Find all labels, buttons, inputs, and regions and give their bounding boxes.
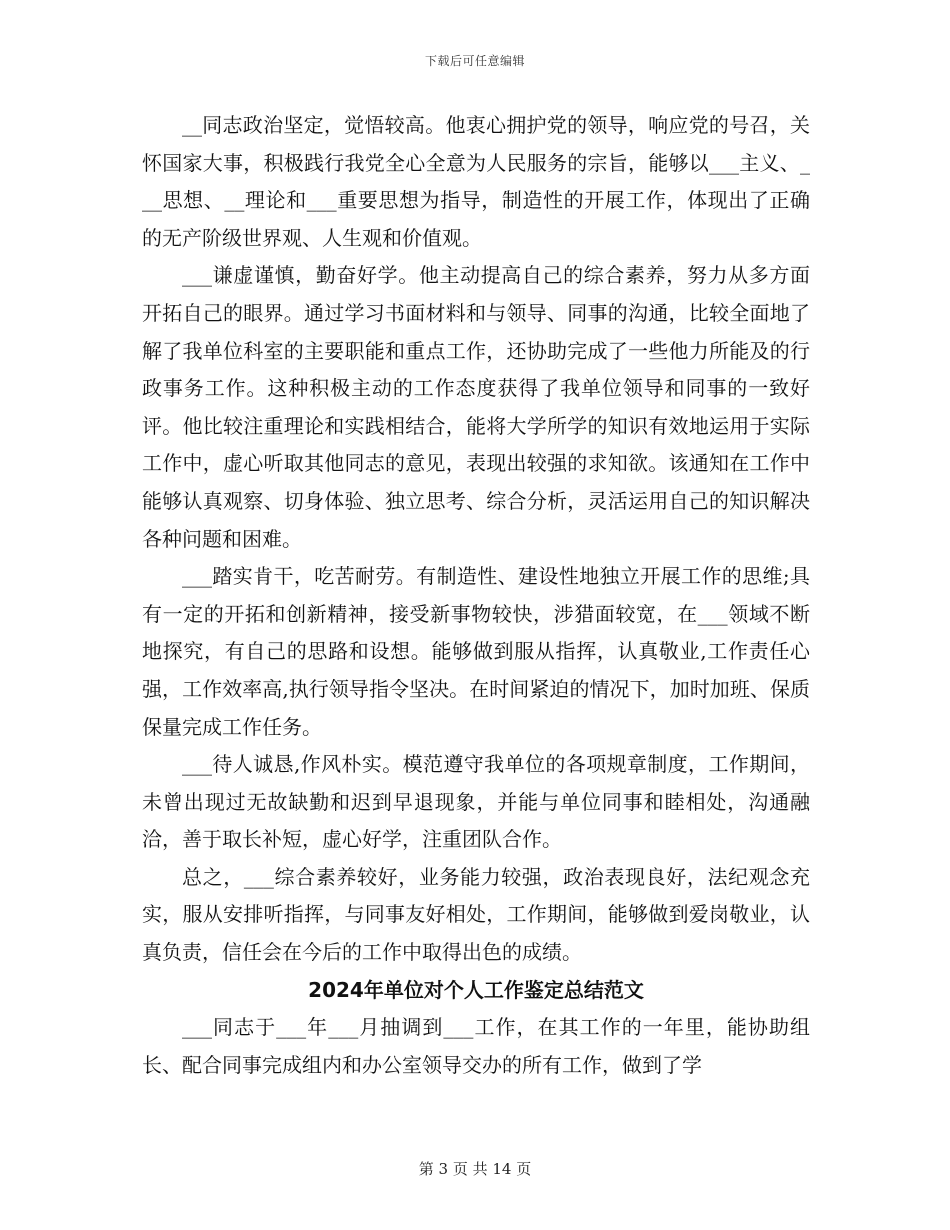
paragraph-section-intro: ___同志于___年___月抽调到___工作，在其工作的一年里，能协助组长、配合同事完成组内和办公室领导交办的所有工作，做到了学 [142, 1015, 810, 1077]
page-number-footer: 第 3 页 共 14 页 [418, 1160, 532, 1178]
paragraph-modest-studious: ___谦虚谨慎，勤奋好学。他主动提高自己的综合素养，努力从多方面开拓自己的眼界。通过学习书面材料和与领导、同事的沟通，比较全面地了解了我单位科室的主要职能和重点工作，还协助完成了一些他力所能及的行政事务工作。这种积极主动的工作态度获得了我单位领导和同事的一致好评。他比较注重理论和实践相结合，能将大学所学的知识有效地运用于实际工作中，虚心听取其他同志的意见，表现出较强的求知欲。该通知在工作中能够认真观察、切身体验、独立思考、综合分析，灵活运用自己的知识解决各种问题和困难。 [142, 263, 810, 551]
paragraph-political-stance: __同志政治坚定，觉悟较高。他衷心拥护党的领导，响应党的号召，关怀国家大事，积极践行我党全心全意为人民服务的宗旨，能够以___主义、___思想、__理论和___重要思想为指导，制造性的开展工作，体现出了正确的无产阶级世界观、人生观和价值观。 [142, 113, 810, 250]
page-header-note: 下载后可任意编辑 [424, 54, 525, 68]
section-title: 2024年单位对个人工作鉴定总结范文 [308, 977, 644, 1002]
paragraph-conclusion: 总之，___综合素养较好，业务能力较强，政治表现良好，法纪观念充实，服从安排听指挥，与同事友好相处，工作期间，能够做到爱岗敬业，认真负责，信任会在今后的工作中取得出色的成绩。 [142, 864, 810, 965]
paragraph-sincere-conduct: ___待人诚恳,作风朴实。模范遵守我单位的各项规章制度，工作期间，未曾出现过无故缺勤和迟到早退现象，并能与单位同事和睦相处，沟通融洽，善于取长补短，虚心好学，注重团队合作。 [142, 752, 810, 852]
paragraph-hardworking: ___踏实肯干，吃苦耐劳。有制造性、建设性地独立开展工作的思维;具有一定的开拓和创新精神，接受新事物较快，涉猎面较宽，在___领域不断地探究，有自己的思路和设想。能够做到服从指挥，认真敬业,工作责任心强，工作效率高,执行领导指令坚决。在时间紧迫的情况下，加时加班、保质保量完成工作任务。 [142, 564, 810, 739]
document-body [142, 107, 810, 1084]
